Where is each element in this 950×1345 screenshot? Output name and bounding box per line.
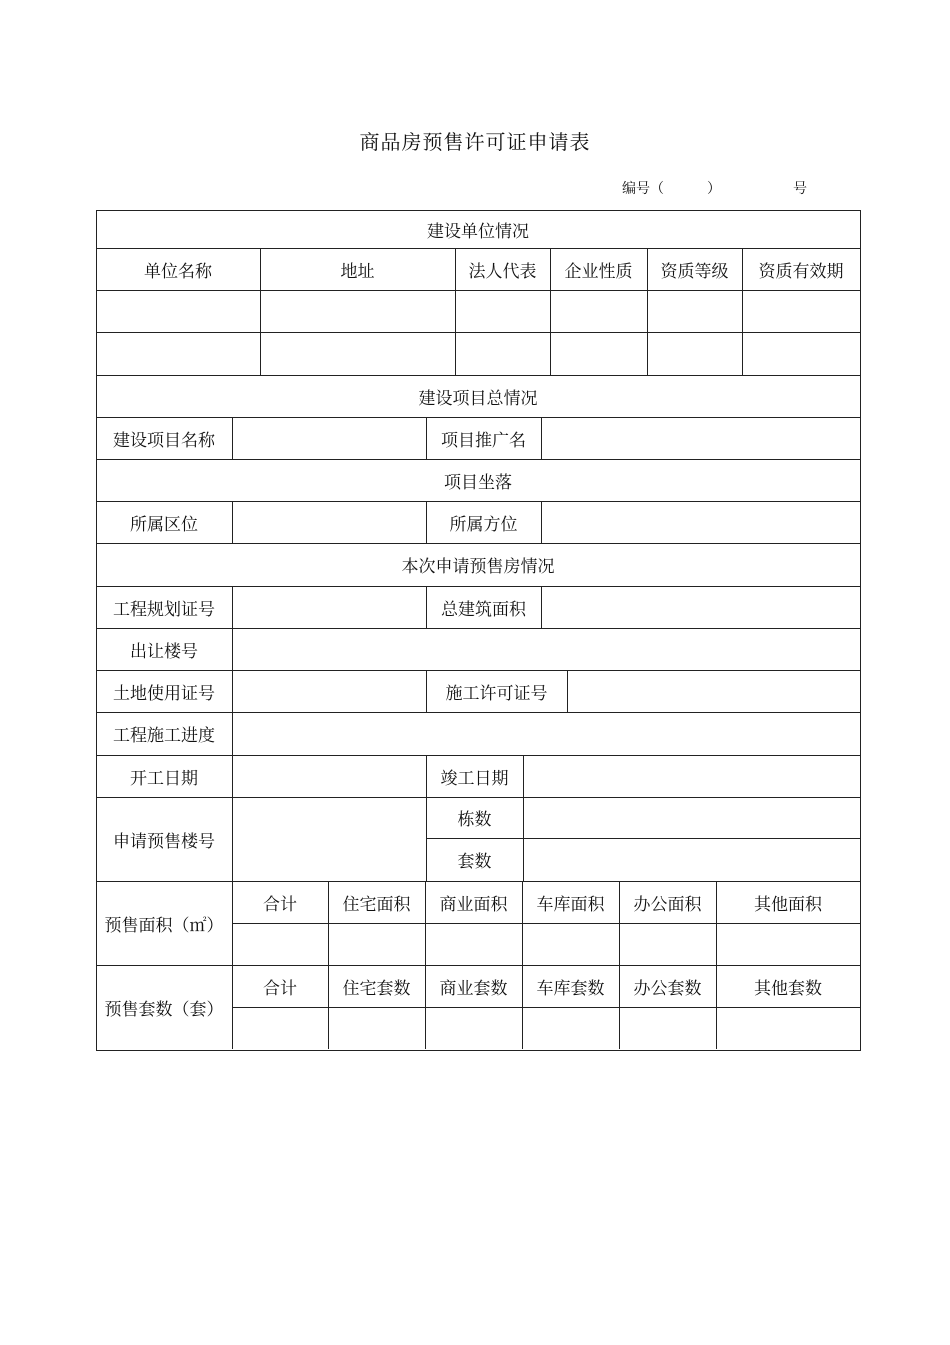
serial-close: ）: [707, 181, 721, 197]
land-cert-field[interactable]: [232, 670, 426, 712]
district-label: 所属区位: [130, 514, 198, 535]
total-area-label: 总建筑面积: [441, 599, 526, 620]
start-date-field[interactable]: [232, 755, 426, 797]
promo-name-label: 项目推广名: [441, 430, 526, 451]
project-name-label: 建设项目名称: [113, 430, 215, 451]
construction-permit-label: 施工许可证号: [445, 683, 548, 704]
promo-name-field[interactable]: [541, 417, 860, 459]
form-title: 商品房预售许可证申请表: [359, 130, 591, 154]
serial-label: 编号（: [622, 181, 664, 197]
serial-suffix: 号: [793, 181, 807, 197]
apply-building-label: 申请预售楼号: [113, 831, 215, 852]
header-legal-rep: 法人代表: [468, 261, 537, 282]
header-unit-name: 单位名称: [144, 261, 212, 282]
serial-number: [622, 178, 807, 198]
total-area-field[interactable]: [541, 586, 860, 628]
progress-field[interactable]: [232, 712, 860, 755]
complete-date-label: 竣工日期: [440, 768, 509, 789]
progress-label: 工程施工进度: [113, 726, 215, 746]
building-count-field[interactable]: [523, 797, 860, 838]
area-header-total: 合计: [263, 894, 297, 915]
building-count-label: 栋数: [457, 810, 492, 830]
header-qualification-validity: 资质有效期: [758, 261, 844, 282]
area-header-commercial: 商业面积: [439, 894, 508, 915]
section-project: 建设项目总情况: [418, 388, 538, 409]
builder-row-2[interactable]: [96, 332, 860, 375]
area-header-garage: 车库面积: [536, 894, 605, 915]
direction-field[interactable]: [541, 501, 860, 543]
unit-count-label: 套数: [457, 852, 492, 872]
header-address: 地址: [340, 261, 375, 282]
district-field[interactable]: [232, 501, 426, 543]
units-header-commercial: 商业套数: [439, 978, 508, 999]
units-header-other: 其他套数: [754, 978, 822, 999]
location-header: 项目坐落: [444, 472, 512, 493]
construction-permit-field[interactable]: [567, 670, 860, 712]
direction-label: 所属方位: [449, 514, 518, 535]
transfer-building-field[interactable]: [232, 628, 860, 670]
apply-building-field[interactable]: [232, 797, 426, 881]
builder-row-1[interactable]: [96, 290, 860, 332]
area-header-other: 其他面积: [754, 894, 822, 915]
start-date-label: 开工日期: [130, 768, 198, 789]
land-cert-label: 土地使用证号: [113, 683, 215, 704]
units-header-garage: 车库套数: [536, 978, 605, 999]
area-header-office: 办公面积: [633, 894, 702, 915]
transfer-building-label: 出让楼号: [130, 641, 198, 662]
presale-area-label: 预售面积（㎡）: [104, 915, 224, 936]
units-header-total: 合计: [263, 978, 297, 999]
units-header-office: 办公套数: [633, 978, 702, 999]
header-company-type: 企业性质: [564, 261, 633, 282]
units-values-row[interactable]: [232, 1007, 860, 1049]
project-name-field[interactable]: [232, 417, 426, 459]
area-header-residential: 住宅面积: [342, 894, 411, 915]
units-header-residential: 住宅套数: [342, 978, 411, 999]
planning-cert-field[interactable]: [232, 586, 426, 628]
unit-count-field[interactable]: [523, 838, 860, 881]
area-values-row[interactable]: [232, 923, 860, 965]
complete-date-field[interactable]: [523, 755, 860, 797]
presale-units-label: 预售套数（套）: [104, 999, 224, 1020]
section-builder: 建设单位情况: [427, 221, 529, 242]
section-presale: 本次申请预售房情况: [401, 557, 555, 577]
planning-cert-label: 工程规划证号: [113, 599, 215, 620]
header-qualification-level: 资质等级: [660, 261, 729, 282]
